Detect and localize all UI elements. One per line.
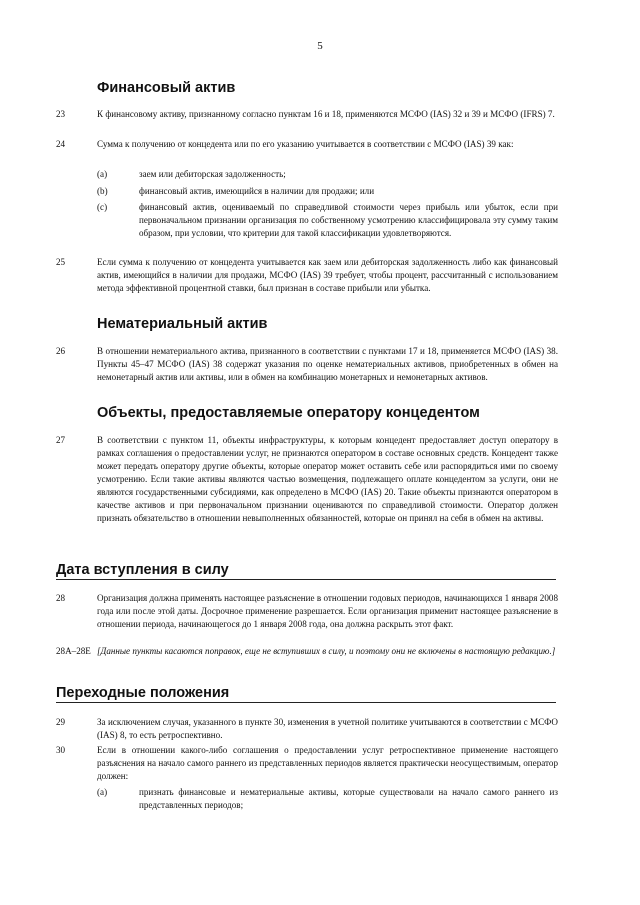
paragraph-number: 24 (56, 139, 66, 149)
paragraph-number: 28 (56, 593, 66, 603)
list-item-text: признать финансовые и нематериальные активы, которые существовали на начало самого раннего из представленных периодов; (139, 787, 558, 810)
list-item-24b (97, 185, 558, 198)
paragraph-number: 26 (56, 346, 66, 356)
heading-effective-date: Дата вступления в силу (56, 562, 556, 580)
paragraph-text: [Данные пункты касаются поправок, еще не вступивших в силу, и поэтому они не включены в настоящую редакцию.] (97, 646, 556, 656)
paragraph-text: В соответствии с пунктом 11, объекты инфраструктуры, к которым концедент предоставляет доступ оператору в рамках соглашения о предоставлении услуг, не признаются оператором в составе основных средств. Концедент также может передать оператору другие объекты, которые оператор может оставить себе или распорядиться ими по своему усмотрению. Если такие активы являются частью возмещения, подлежащего оплате концедентом за услуги, они не являются государственными субсидиями, как определено в МСФО (IAS) 20. Такие объекты признаются оператором в качестве активов и при первоначальном признании оцениваются по справедливой стоимости. Оператор должен признать обязательство в отношении невыполненных обязанностей, которые он принял на себя в обмен на активы. (97, 435, 558, 523)
list-item-label: (b) (97, 186, 108, 196)
list-item-24a (97, 168, 558, 181)
paragraph-text: В отношении нематериального актива, признанного в соответствии с пунктами 17 и 18, применяется МСФО (IAS) 38. Пункты 45–47 МСФО (IAS) 38 содержат указания по оценке нематериальных активов, приобретенных в обмен на немонетарный актив или активы, или в обмен на комбинацию монетарных и немонетарных активов. (97, 346, 558, 382)
paragraph-text: Если сумма к получению от концедента учитывается как заем или дебиторская задолженность либо как финансовый актив, имеющийся в наличии для продажи, МСФО (IAS) 39 требует, чтобы процент, рассчитанный с использованием метода эффективной процентной ставки, был признан в составе прибыли или убытка. (97, 257, 558, 293)
paragraph-number: 30 (56, 745, 66, 755)
paragraph-number: 29 (56, 717, 66, 727)
paragraph-24 (56, 138, 558, 151)
list-item-label: (a) (97, 169, 108, 179)
list-item-label: (a) (97, 787, 108, 797)
paragraph-number: 27 (56, 435, 66, 445)
paragraph-text: К финансовому активу, признанному согласно пунктам 16 и 18, применяются МСФО (IAS) 32 и 39 и МСФО (IFRS) 7. (97, 109, 555, 119)
heading-transition: Переходные положения (56, 685, 556, 703)
paragraph-23 (56, 108, 558, 121)
paragraph-text: Организация должна применять настоящее разъяснение в отношении годовых периодов, начинающихся 1 января 2008 года или после этой даты. Досрочное применение разрешается. Если организация применит настоящее разъяснение в отношении периода, начинающегося до 1 января 2008 года, она должна раскрыть этот факт. (97, 593, 558, 629)
paragraph-28 (56, 592, 558, 631)
list-item-text: финансовый актив, оцениваемый по справедливой стоимости через прибыль или убыток, если при первоначальном признании организация по собственному усмотрению классифицировала эту сумму таким образом, при условии, что критерии для такой классификации удовлетворяются. (139, 202, 558, 238)
paragraph-text: За исключением случая, указанного в пункте 30, изменения в учетной политике учитываются в соответствии с МСФО (IAS) 8, то есть ретроспективно. (97, 717, 558, 740)
paragraph-30 (56, 744, 558, 783)
list-item-label: (c) (97, 202, 108, 212)
page-number: 5 (317, 40, 323, 52)
list-item-text: заем или дебиторская задолженность; (139, 169, 286, 179)
paragraph-27 (56, 434, 558, 525)
paragraph-29 (56, 716, 558, 742)
heading-intangible-asset: Нематериальный актив (97, 316, 268, 332)
heading-items-provided: Объекты, предоставляемые оператору концедентом (97, 405, 480, 421)
list-item-30a (97, 786, 558, 812)
paragraph-number: 28A–28E (56, 646, 91, 656)
list-item-24c (97, 201, 558, 240)
heading-financial-asset: Финансовый актив (97, 80, 236, 96)
paragraph-28a-28e (56, 645, 558, 658)
paragraph-26 (56, 345, 558, 384)
paragraph-text: Если в отношении какого-либо соглашения о предоставлении услуг ретроспективное применение настоящего разъяснения на начало самого раннего из представленных периодов является практически неосуществимым, оператор должен: (97, 745, 558, 781)
paragraph-number: 23 (56, 109, 66, 119)
paragraph-number: 25 (56, 257, 66, 267)
paragraph-text: Сумма к получению от концедента или по его указанию учитывается в соответствии с МСФО (IAS) 39 как: (97, 139, 514, 149)
paragraph-25 (56, 256, 558, 295)
list-item-text: финансовый актив, имеющийся в наличии для продажи; или (139, 186, 375, 196)
